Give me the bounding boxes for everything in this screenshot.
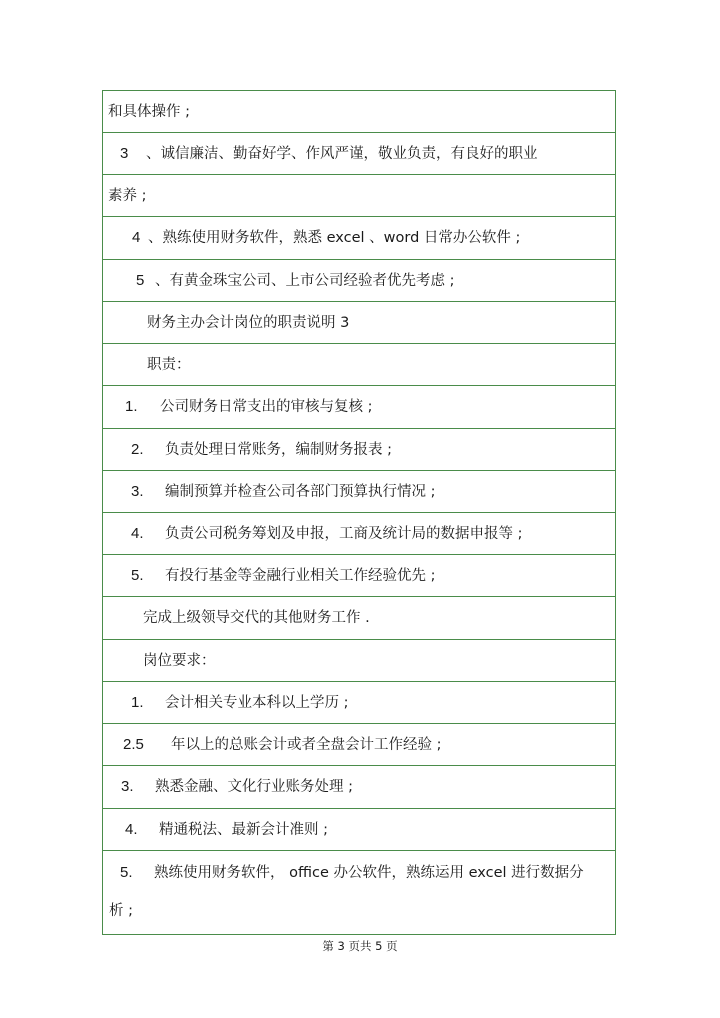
table-row: [103, 809, 615, 851]
table-row: [103, 429, 615, 471]
table-row: [103, 513, 615, 555]
table-row: [103, 555, 615, 597]
row-number: 3.: [131, 482, 144, 500]
row-number: 4: [132, 229, 141, 246]
row-text: 、熟练使用财务软件，熟悉 excel 、word 日常办公软件 ;: [148, 230, 521, 246]
section-heading: 岗位要求：: [143, 652, 216, 669]
table-row: [103, 260, 615, 302]
table-row: [103, 766, 615, 809]
row-text: 负责公司税务筹划及申报，工商及统计局的数据申报等 ;: [165, 525, 523, 542]
row-number: 2.: [131, 440, 144, 458]
row-number: 1.: [125, 398, 138, 415]
row-text: 熟悉金融、文化行业账务处理 ;: [155, 779, 353, 795]
row-text: 、有黄金珠宝公司、上市公司经验者优先考虑 ;: [155, 272, 455, 289]
page-footer: 第 3 页共 5 页: [322, 939, 398, 953]
section-title: 财务主办会计岗位的职责说明 3: [147, 314, 350, 331]
row-text: 精通税法、最新会计准则 ;: [159, 821, 328, 838]
row-text: 有投行基金等金融行业相关工作经验优先 ;: [165, 567, 436, 584]
row-text: 编制预算并检查公司各部门预算执行情况 ;: [165, 483, 436, 500]
row-number: 4.: [131, 524, 144, 542]
row-text: 负责处理日常账务，编制财务报表 ;: [165, 441, 392, 458]
table-row: [103, 640, 615, 682]
row-text: 、诚信廉洁、勤奋好学、作风严谨，敬业负责，有良好的职业: [146, 145, 538, 162]
table-row: [103, 217, 615, 260]
row-text-continuation: 析 ;: [109, 903, 133, 919]
row-text: 会计相关专业本科以上学历 ;: [165, 694, 349, 711]
table-row: [103, 724, 615, 766]
table-row: [103, 133, 615, 175]
row-number: 1.: [131, 693, 144, 711]
table-row: [103, 386, 615, 429]
row-text: 素养 ;: [108, 187, 147, 204]
row-text: 完成上级领导交代的其他财务工作 .: [143, 610, 370, 626]
table-row: [103, 597, 615, 640]
row-number: 3.: [121, 778, 134, 795]
table-row: [103, 302, 615, 344]
row-number: 3: [120, 144, 129, 162]
row-number: 5.: [131, 566, 144, 584]
table-row: [103, 175, 615, 217]
row-text: 公司财务日常支出的审核与复核 ;: [160, 399, 373, 415]
content-table: [102, 90, 616, 935]
table-row: [103, 851, 615, 935]
table-row: [103, 344, 615, 386]
table-row: [103, 682, 615, 724]
section-heading: 职责：: [147, 356, 191, 373]
table-row: [103, 91, 615, 133]
row-number: 5.: [120, 864, 133, 881]
row-text: 熟练使用财务软件， office 办公软件，熟练运用 excel 进行数据分: [154, 865, 584, 881]
row-number: 5: [136, 271, 145, 289]
row-number: 2.5: [123, 735, 144, 753]
row-text: 和具体操作 ;: [108, 103, 190, 120]
table-row: [103, 471, 615, 513]
row-number: 4.: [125, 820, 138, 838]
row-text: 年以上的总账会计或者全盘会计工作经验 ;: [171, 736, 442, 753]
